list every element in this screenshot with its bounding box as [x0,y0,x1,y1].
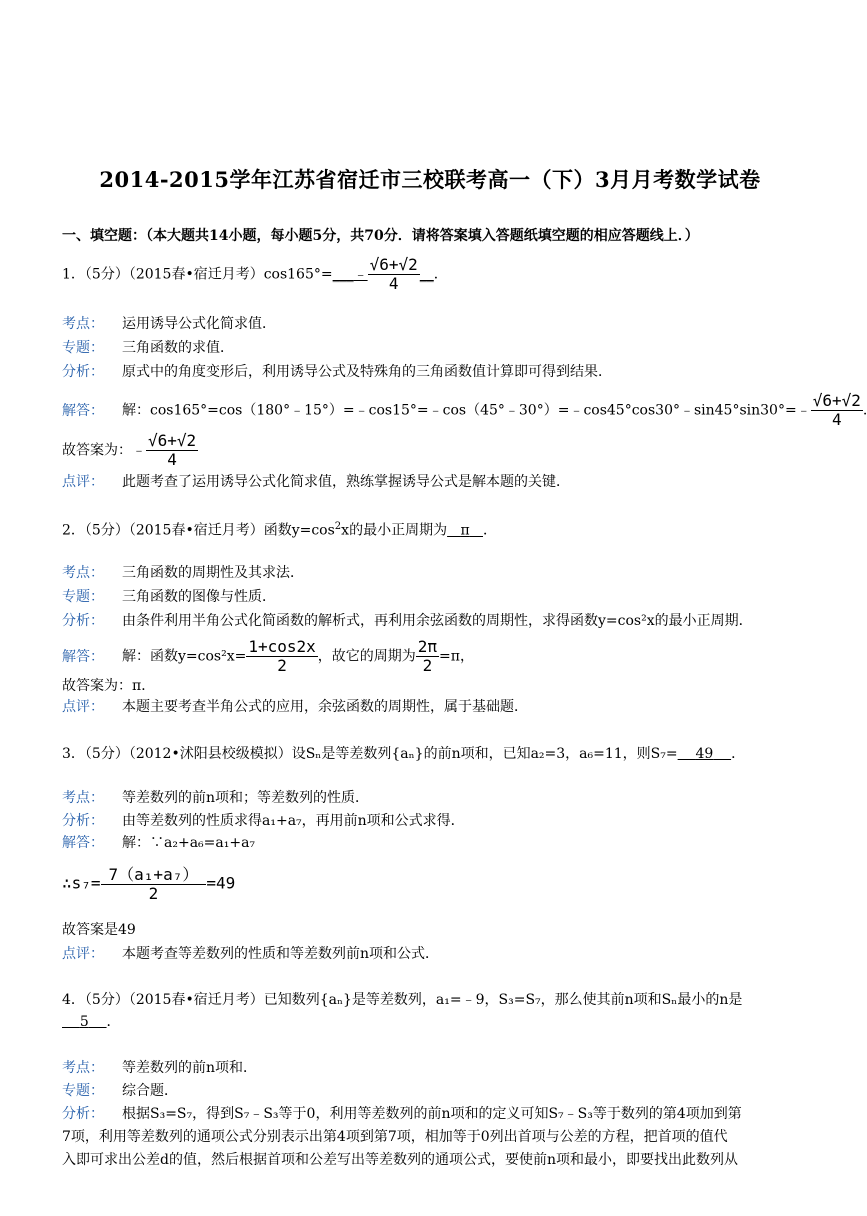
q4-zhuanti: 专题： 综合题． [62,1083,178,1099]
question-1-stem: 1．（5分）（2015春•宿迁月考）cos165°= [62,266,333,283]
question-3-answer: 49 [695,746,714,762]
section-heading: 一、填空题：（本大题共14小题，每小题5分，共70分．请将答案填入答题纸填空题的相应答题线上．） [62,228,699,244]
page-title: 2014-2015学年江苏省宿迁市三校联考高一（下）3月月考数学试卷 [99,167,761,192]
q3-kaodian: 考点： 等差数列的前n项和；等差数列的性质． [62,790,370,806]
q1-zhuanti: 专题： 三角函数的求值． [62,340,234,356]
q1-jieda: 解答： 解：cos165°=cos（180°﹣15°）=﹣cos15°=﹣cos（45°﹣30°）=﹣cos45°cos30°﹣sin45°sin30°=﹣ $\frac{√6+√2}{4}$ . [62,391,867,429]
q1-dianping: 点评： 此题考查了运用诱导公式化简求值，熟练掌握诱导公式是解本题的关键． [62,474,570,490]
q4-fenxi-2: 7项，利用等差数列的通项公式分别表示出第4项到第7项，相加等于0列出首项与公差的方程，把首项的值代 [62,1129,728,1145]
question-1: 1．（5分）（2015春•宿迁月考）cos165°=___﹣ $\frac{√6+√2}{4}$ __． [62,255,448,293]
q2-jieda: 解答： 解：函数y=cos²x= $\frac{1+\cos 2x}{2}$ ，故它的周期为 $\frac{2\pi}{2}$ =π， [62,637,474,675]
q1-fenxi: 分析： 原式中的角度变形后，利用诱导公式及特殊角的三角函数值计算即可得到结果． [62,364,612,380]
question-4-answer-line: 5 ． [62,1012,121,1032]
q4-fenxi: 分析： 根据S₃=S₇，得到S₇﹣S₃等于0，利用等差数列的前n项和的定义可知S₇﹣S₃等于数列的第4项加到第 [62,1106,742,1122]
q1-kaodian: 考点： 运用诱导公式化简求值． [62,316,276,332]
q3-dianping: 点评： 本题考查等差数列的性质和等差数列前n项和公式． [62,946,440,962]
q3-fenxi: 分析： 由等差数列的性质求得a₁+a₇，再用前n项和公式求得． [62,813,465,829]
q2-dianping: 点评： 本题主要考查半角公式的应用，余弦函数的周期性，属于基础题． [62,699,528,715]
answer-fraction: $\frac{√6+√2}{4}$ [369,255,418,293]
q2-gu: 故答案为：π． [62,678,156,694]
question-3: 3．（5分）（2012•沭阳县校级模拟）设Sₙ是等差数列{aₙ}的前n项和，已知a₂=3，a₆=11，则S₇= 49 ． [62,746,746,762]
q3-jieda: 解答： 解：∵a₂+a₆=a₁+a₇ [62,835,256,851]
q2-kaodian: 考点： 三角函数的周期性及其求法． [62,565,304,581]
q2-zhuanti: 专题： 三角函数的图像与性质． [62,589,276,605]
question-4-answer: 5 [79,1014,89,1030]
q3-gu: 故答案是49 [62,922,136,938]
q3-formula: ∴s₇= $\frac{\text{7（a₁+a₇）}}{2}$ =49 [62,865,236,903]
q4-kaodian: 考点： 等差数列的前n项和． [62,1060,258,1076]
q2-fenxi: 分析： 由条件利用半角公式化简函数的解析式，再利用余弦函数的周期性，求得函数y=cos²x的最小正周期． [62,613,753,629]
q1-gu: 故答案为：﹣ $\frac{√6+√2}{4}$ [62,431,197,469]
question-2: 2．（5分）（2015春•宿迁月考）函数$y=\cos^2x$的最小正周期为 π ． [62,521,497,539]
q4-fenxi-3: 入即可求出公差d的值，然后根据首项和公差写出等差数列的通项公式，要使前n项和最小，即要找出此数列从 [62,1152,738,1168]
question-1-answer: ___﹣ $\frac{√6+√2}{4}$ __ [332,255,434,293]
question-2-answer: π [460,522,470,539]
question-4: 4．（5分）（2015春•宿迁月考）已知数列{aₙ}是等差数列，a₁=﹣9，S₃=S₇，那么使其前n项和Sₙ最小的n是 [62,992,743,1008]
